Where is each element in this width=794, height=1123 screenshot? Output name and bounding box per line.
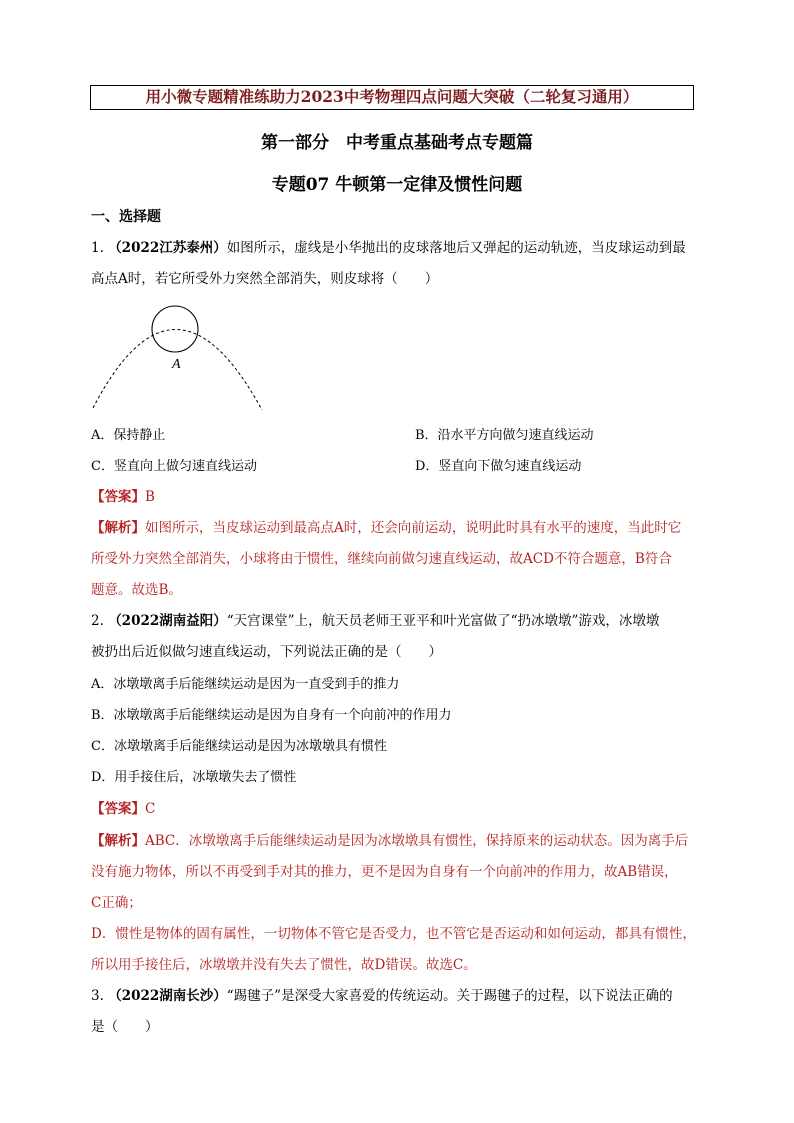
q3-line1: [91, 987, 673, 1005]
q1-line1: [91, 239, 686, 257]
q2-option-c[interactable]: C．冰墩墩离手后能继续运动是因为冰墩墩具有惯性: [91, 739, 387, 754]
q2-explain-3: C正确；: [91, 895, 142, 911]
q2-number: 2.: [91, 613, 104, 629]
q1-answer-line: [91, 488, 155, 506]
q1-explain-2: 所受外力突然全部消失，小球将由于惯性，继续向前做匀速直线运动，故ACD不符合题意，B符合: [91, 551, 672, 567]
q3-source: （2022湖南长沙）: [108, 988, 227, 1004]
q2-source: （2022湖南益阳）: [108, 613, 227, 629]
q1-option-c[interactable]: C．竖直向上做匀速直线运动: [91, 459, 257, 474]
q2-explain-line1: [91, 832, 688, 850]
q2-text-2: 被扔出后近似做匀速直线运动，下列说法正确的是（ ）: [91, 644, 442, 660]
part-title: 第一部分 中考重点基础考点专题篇: [261, 133, 533, 153]
q3-text-2: 是（ ）: [91, 1019, 159, 1035]
topic-title: 专题07 牛顿第一定律及惯性问题: [271, 175, 523, 195]
q1-option-b[interactable]: B．沿水平方向做匀速直线运动: [415, 428, 594, 443]
q2-explain-tag: 【解析】: [91, 833, 145, 849]
q1-text-2: 高点A时，若它所受外力突然全部消失，则皮球将（ ）: [91, 271, 439, 287]
q1-text-1: 如图所示，虚线是小华抛出的皮球落地后又弹起的运动轨迹，当皮球运动到最: [226, 240, 686, 256]
q2-option-b[interactable]: B．冰墩墩离手后能继续运动是因为自身有一个向前冲的作用力: [91, 708, 452, 723]
point-a-label: A: [172, 357, 181, 372]
ball-circle: [152, 306, 198, 352]
q2-explain-2: 没有施力物体，所以不再受到手对其的推力，更不是因为自身有一个向前冲的作用力，故AB错误，: [91, 864, 678, 880]
q1-answer: B: [145, 489, 155, 505]
q2-explain-1: ABC．冰墩墩离手后能继续运动是因为冰墩墩具有惯性，保持原来的运动状态。因为离手后: [145, 833, 689, 849]
q1-explain-3: 题意。故选B。: [91, 582, 182, 598]
q1-answer-tag: 【答案】: [91, 489, 145, 505]
q3-text-1: “踢毽子”是深受大家喜爱的传统运动。关于踢毽子的过程，以下说法正确的: [226, 988, 673, 1004]
q2-line1: [91, 612, 659, 630]
q2-explain-5: 所以用手接住后，冰墩墩并没有失去了惯性，故D错误。故选C。: [91, 957, 477, 973]
q3-number: 3.: [91, 988, 104, 1004]
banner-title: 用小微专题精准练助力2023中考物理四点问题大突破（二轮复习通用）: [90, 85, 694, 110]
q2-option-d[interactable]: D．用手接住后，冰墩墩失去了惯性: [91, 770, 297, 785]
trajectory-figure: [88, 298, 268, 413]
q2-answer-line: [91, 800, 155, 818]
q2-text-1: “天宫课堂”上，航天员老师王亚平和叶光富做了“扔冰墩墩”游戏，冰墩墩: [226, 613, 660, 629]
q1-explain-1: 如图所示，当皮球运动到最高点A时，还会向前运动，说明此时具有水平的速度，当此时它: [145, 520, 682, 536]
section-heading: 一、选择题: [91, 209, 161, 225]
q1-source: （2022江苏泰州）: [108, 240, 227, 256]
q1-option-a[interactable]: A．保持静止: [91, 428, 166, 443]
q1-explain-line1: [91, 519, 681, 537]
q1-explain-tag: 【解析】: [91, 520, 145, 536]
q2-explain-4: D．惯性是物体的固有属性，一切物体不管它是否受力，也不管它是否运动和如何运动，都具有惯性，: [91, 926, 696, 942]
q2-option-a[interactable]: A．冰墩墩离手后能继续运动是因为一直受到手的推力: [91, 677, 400, 692]
q2-answer-tag: 【答案】: [91, 801, 145, 817]
q2-answer: C: [145, 801, 156, 817]
q1-option-d[interactable]: D．竖直向下做匀速直线运动: [415, 459, 582, 474]
q1-number: 1.: [91, 240, 104, 256]
